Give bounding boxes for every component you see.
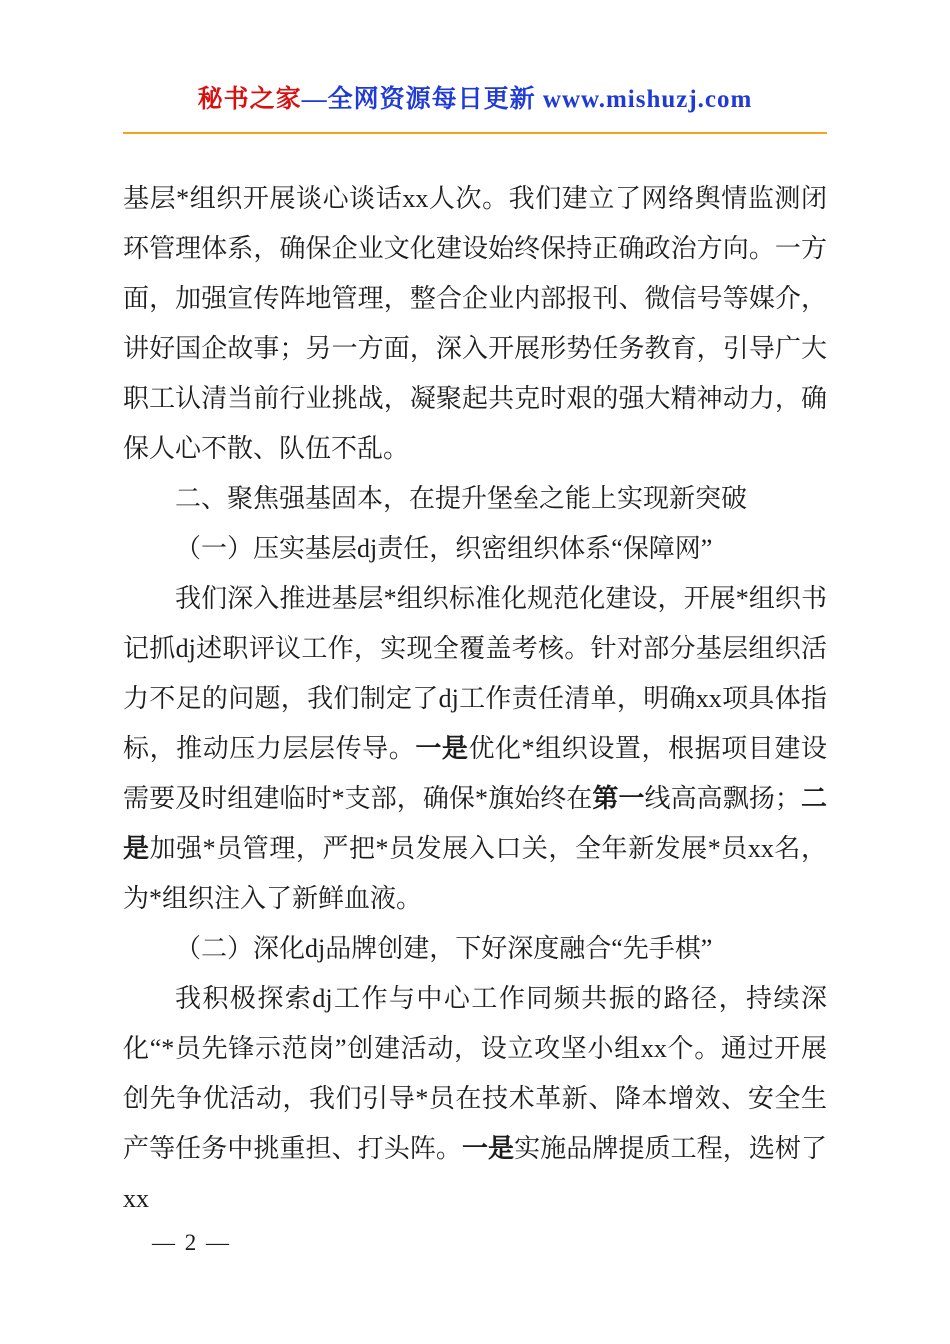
- text-run: 二、聚焦强基固本，在提升堡垒之能上实现新突破: [175, 484, 748, 513]
- paragraph: [123, 574, 827, 924]
- text-run-bold: 一是: [461, 1134, 515, 1163]
- text-run-bold: 二是: [123, 784, 827, 863]
- site-url: www.mishuzj.com: [542, 86, 753, 113]
- subsection-heading: [123, 924, 827, 974]
- text-run: 优化*组织设置，根据项目建设需要及时组建临时*支部，确保*旗始终在: [123, 734, 827, 813]
- text-run: 我们深入推进基层*组织标准化规范化建设，开展*组织书记抓dj述职评议工作，实现全覆盖考核。针对部分基层组织活力不足的问题，我们制定了dj工作责任清单，明确xx项具体指标，推动压力层层传导。: [123, 584, 827, 763]
- header-divider: [123, 132, 827, 134]
- page-number: — 2 —: [152, 1230, 231, 1255]
- text-run: （一）压实基层dj责任，织密组织体系“保障网”: [175, 534, 713, 563]
- paragraph: [123, 174, 827, 474]
- site-name: 秘书之家: [197, 86, 302, 113]
- text-run-bold: 一是: [415, 734, 469, 763]
- site-tagline: —全网资源每日更新: [301, 86, 543, 113]
- text-run: 基层*组织开展谈心谈话xx人次。我们建立了网络舆情监测闭环管理体系，确保企业文化建设始终保持正确政治方向。一方面，加强宣传阵地管理，整合企业内部报刊、微信号等媒介，讲好国企故事；另一方面，深入开展形势任务教育，引导广大职工认清当前行业挑战，凝聚起共克时艰的强大精神动力，确保人心不散、队伍不乱。: [123, 184, 827, 463]
- subsection-heading: [123, 524, 827, 574]
- text-run-bold: 第一: [592, 784, 645, 813]
- document-body: [123, 174, 827, 1224]
- text-run: 线高高飘扬；: [644, 784, 801, 813]
- text-run: （二）深化dj品牌创建，下好深度融合“先手棋”: [175, 934, 713, 963]
- text-run: 加强*员管理，严把*员发展入口关，全年新发展*员xx名，为*组织注入了新鲜血液。: [123, 834, 827, 913]
- text-run: 实施品牌提质工程，选树了xx: [123, 1134, 827, 1213]
- site-header: [123, 84, 827, 116]
- paragraph: [123, 974, 827, 1224]
- text-run: 我积极探索dj工作与中心工作同频共振的路径，持续深化“*员先锋示范岗”创建活动，设立攻坚小组xx个。通过开展创先争优活动，我们引导*员在技术革新、降本增效、安全生产等任务中挑重担、打头阵。: [123, 984, 827, 1163]
- section-heading: [123, 474, 827, 524]
